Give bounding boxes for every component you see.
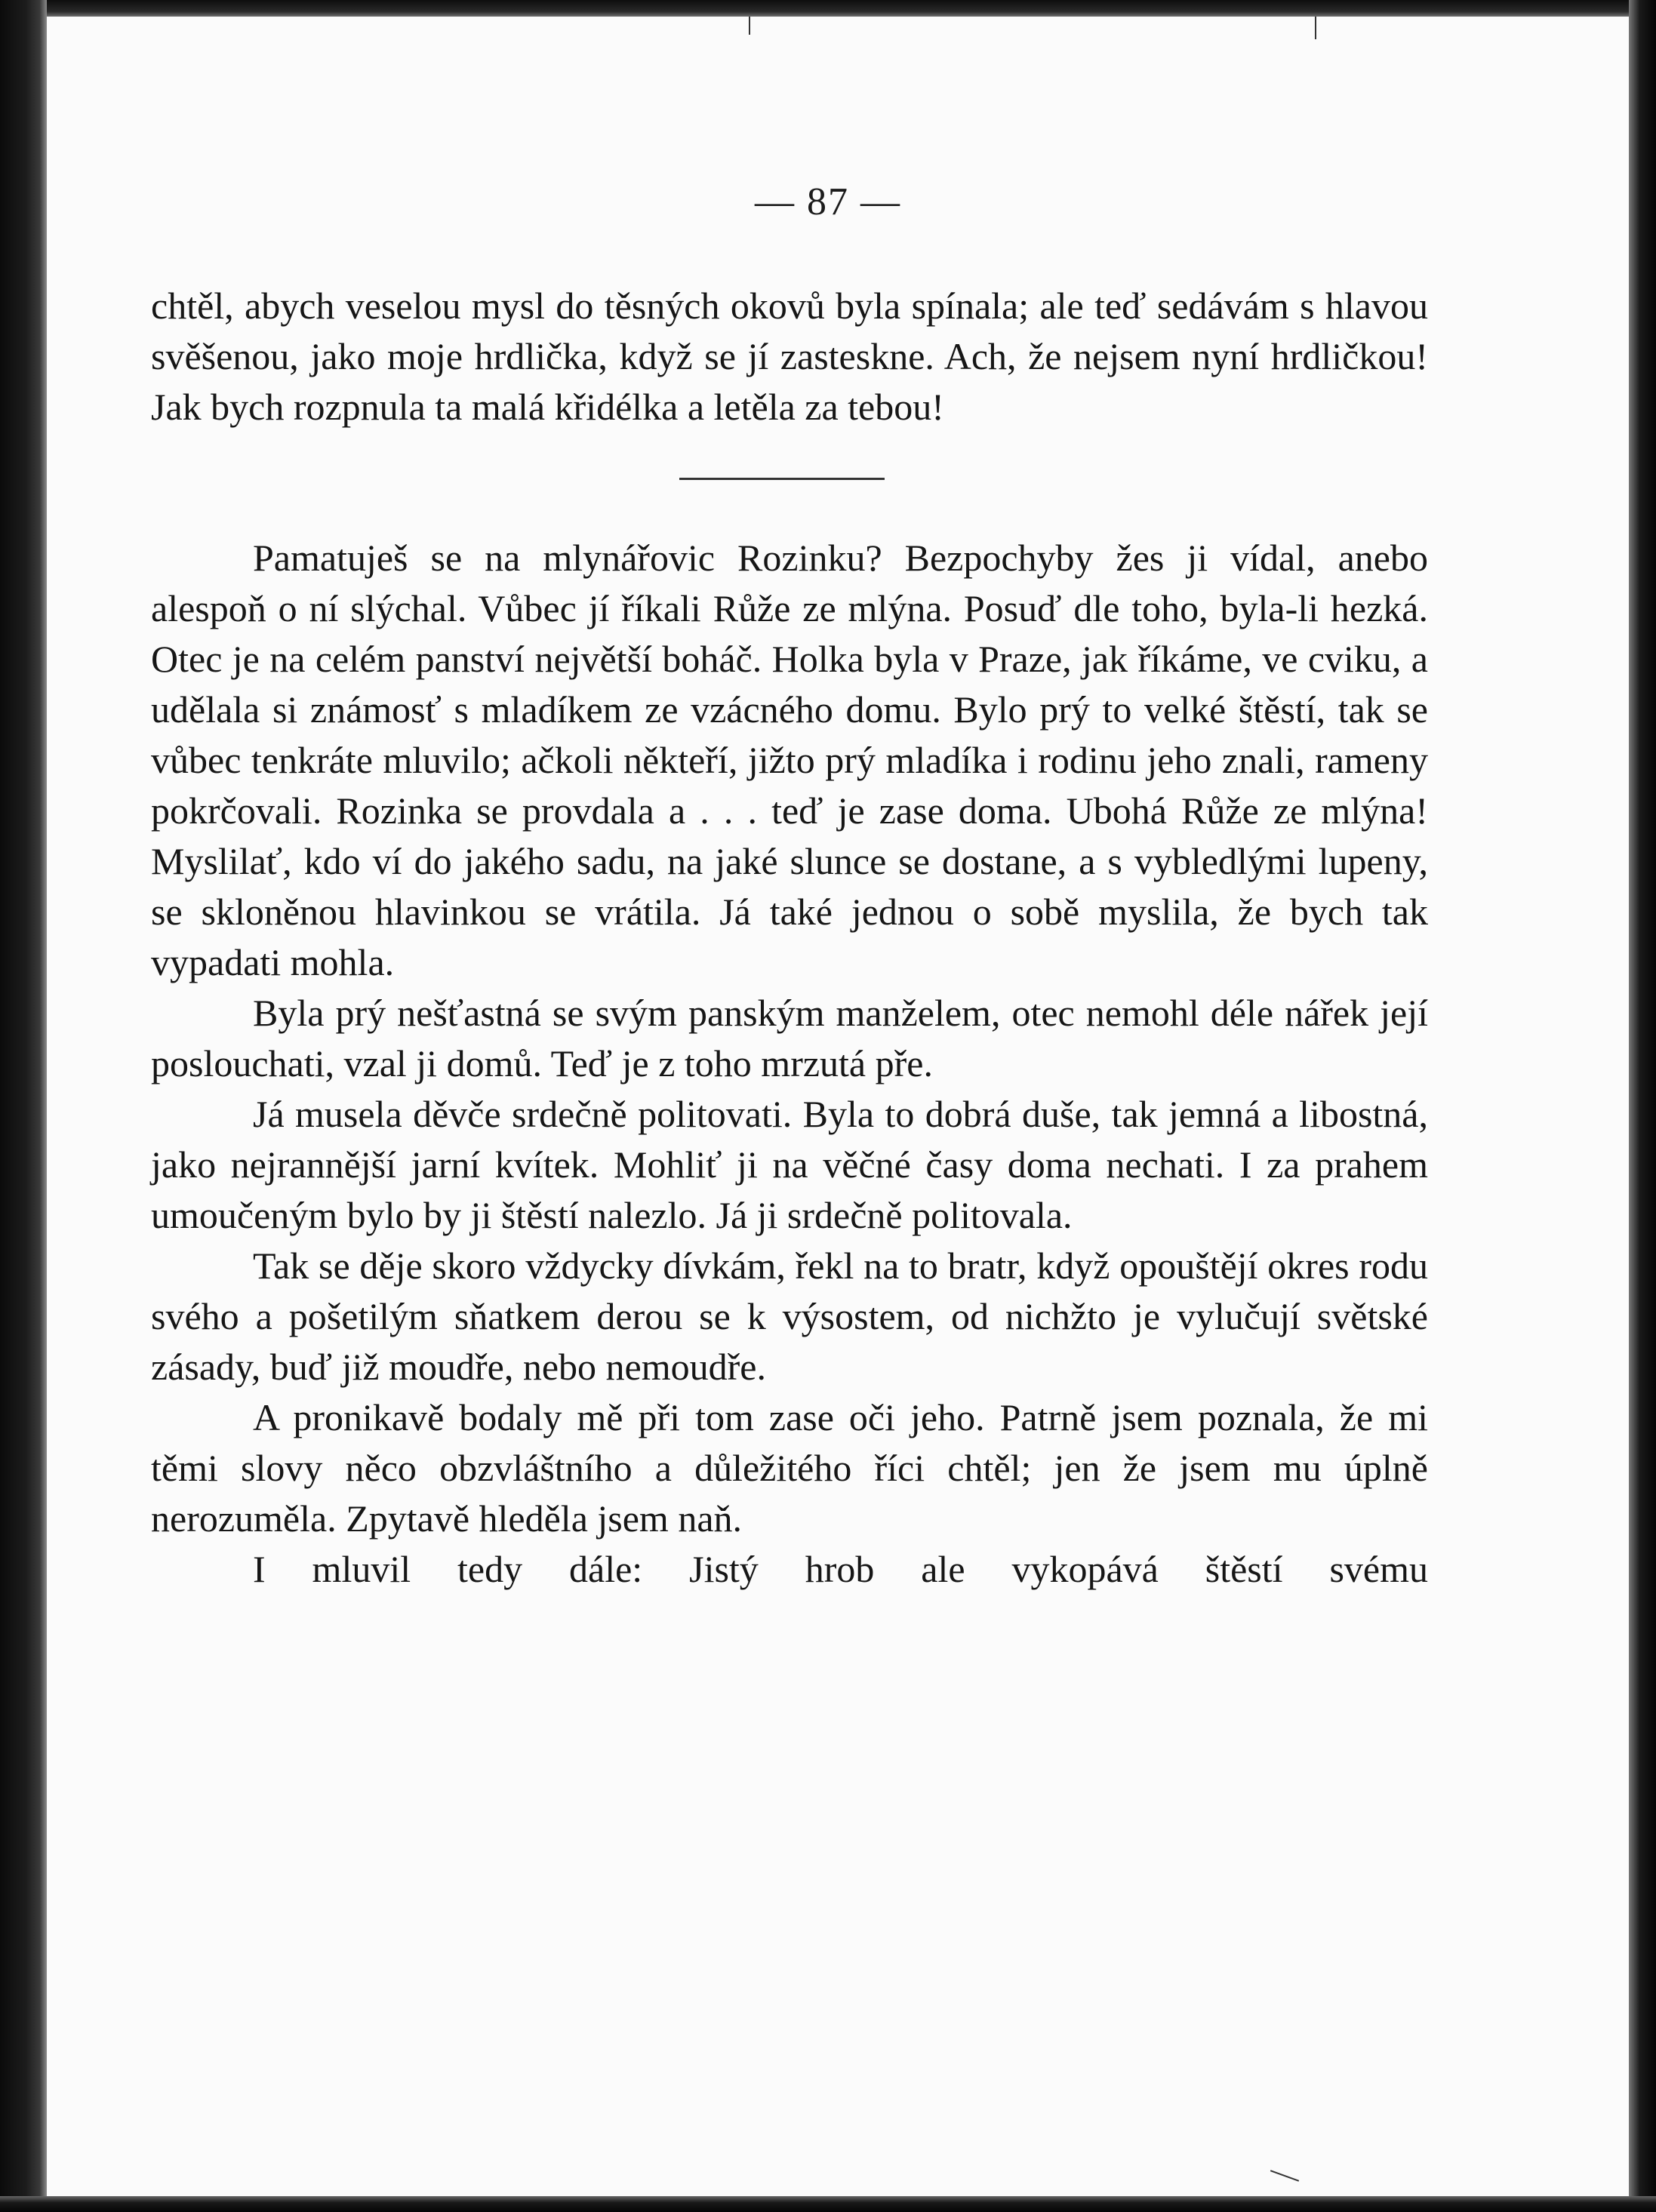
section-divider xyxy=(679,478,885,480)
paragraph: Tak se děje skoro vždycky dívkám, řekl na to bratr, když opouštějí okres rodu svého a pošetilým sňatkem derou se k výsostem, od nichžto je vylučují světské zásady, buď již moudře, nebo nemoudře. xyxy=(151,1244,1428,1388)
paragraph-continued: chtěl, abych veselou mysl do těsných okovů byla spínala; ale teď sedávám s hlavou svěšenou, jako moje hrdlička, když se jí zasteskne. Ach, že nejsem nyní hrdličkou! Jak bych rozpnula ta malá křidélka a letěla za tebou! xyxy=(151,285,1428,428)
paragraph-last-line: I mluvil tedy dále: Jistý hrob ale vykopává štěstí svému xyxy=(253,1548,1428,1590)
right-scan-edge xyxy=(1629,0,1656,2212)
scan-speck xyxy=(749,17,750,35)
scan-speck xyxy=(1270,2170,1299,2182)
page-text xyxy=(151,281,1428,1595)
top-scan-edge xyxy=(47,0,1656,17)
book-spine-shadow xyxy=(0,0,47,2212)
paragraph: Já musela děvče srdečně politovati. Byla to dobrá duše, tak jemná a libostná, jako nejrannější jarní kvítek. Mohliť ji na věčné časy doma nechati. I za prahem umoučeným bylo by ji štěstí nalezlo. Já ji srdečně politovala. xyxy=(151,1093,1428,1236)
paragraph: Byla prý nešťastná se svým panským manželem, otec nemohl déle nářek její poslouchati, vzal ji domů. Teď je z toho mrzutá pře. xyxy=(151,992,1428,1084)
paragraph: Pamatuješ se na mlynářovic Rozinku? Bezpochyby žes ji vídal, anebo alespoň o ní slýchal. Vůbec jí říkali Růže ze mlýna. Posuď dle toho, byla-li hezká. Otec je na celém panství největší boháč. Holka byla v Praze, jak říkáme, ve cviku, a udělala si známosť s mladíkem ze vzácného domu. Bylo prý to velké štěstí, tak se vůbec tenkráte mluvilo; ačkoli někteří, jižto prý mladíka i rodinu jeho znali, rameny pokrčovali. Rozinka se provdala a . . . teď je zase doma. Ubohá Růže ze mlýna! Myslilať, kdo ví do jakého sadu, na jaké slunce se dostane, a s vybledlými lupeny, se skloněnou hlavinkou se vrátila. Já také jednou o sobě myslila, že bych tak vypadati mohla. xyxy=(151,537,1428,983)
page-number-header: — 87 — xyxy=(755,180,901,223)
bottom-scan-edge xyxy=(0,2196,1656,2212)
scan-speck xyxy=(1315,17,1316,39)
paragraph: A pronikavě bodaly mě při tom zase oči jeho. Patrně jsem poznala, že mi těmi slovy něco obzvláštního a důležitého říci chtěl; jen že jsem mu úplně nerozuměla. Zpytavě hleděla jsem naň. xyxy=(151,1396,1428,1540)
